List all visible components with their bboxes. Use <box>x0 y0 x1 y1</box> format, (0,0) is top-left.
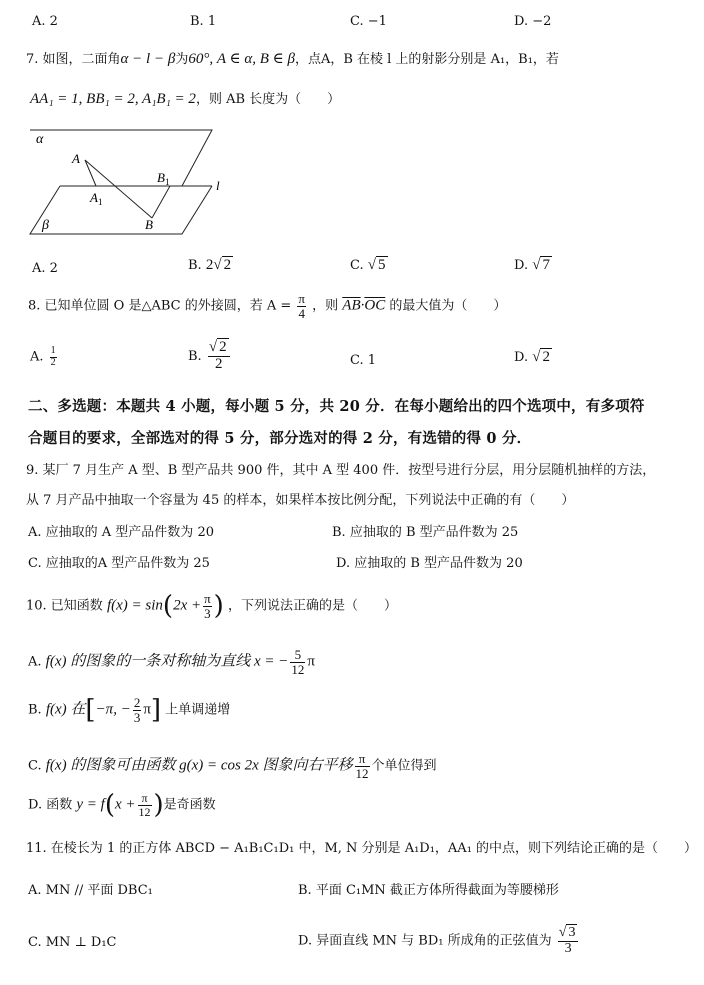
q7-stem-line2 <box>30 92 340 107</box>
q9-option-d: D. 应抽取的 B 型产品件数为 20 <box>336 556 523 571</box>
q11-stem: 11. 在棱长为 1 的正方体 ABCD − A₁B₁C₁D₁ 中，M, N 分别是 A₁D₁，AA₁ 的中点，则下列结论正确的是（ ） <box>26 841 698 856</box>
figure-l-label: l <box>216 178 220 193</box>
q7-option-a: A. 2 <box>32 261 58 276</box>
figure-beta-label: β <box>42 218 49 233</box>
q7-option-c: C. √ 5 <box>350 257 386 273</box>
q7-stem-line1 <box>26 52 559 67</box>
figure-point-b1-label: $B_1$ <box>157 170 170 187</box>
q11-option-a: A. MN // 平面 DBC₁ <box>28 883 153 898</box>
figure-alpha-label: α <box>36 132 44 147</box>
section2-heading-line1: 二、多选题：本题共 4 小题，每小题 5 分，共 20 分．在每小题给出的四个选项中，有多项符 <box>28 398 645 415</box>
q7-stem-rest: ，点A，B 在棱 l 上的射影分别是 A₁，B₁，若 <box>294 52 559 67</box>
q11-option-b: B. 平面 C₁MN 截正方体所得截面为等腰梯形 <box>298 883 559 898</box>
q10-option-a: A. f(x) 的图象的一条对称轴为直线 x = − $\frac{5}{12}$ π <box>28 647 315 677</box>
q10-function: f(x) = sin <box>106 597 163 614</box>
q9-stem-line2: 从 7 月产品中抽取一个容量为 45 的样本，如果样本按比例分配，下列说法中正确的有（ ） <box>26 493 575 508</box>
q6-option-a: A. 2 <box>32 14 58 29</box>
q8-vector-ab: $\overline{AB}$ <box>342 297 361 314</box>
q7-stem2-rest: ，则 AB 长度为（ ） <box>195 92 341 107</box>
q9-option-a: A. 应抽取的 A 型产品件数为 20 <box>28 525 214 540</box>
figure-point-b-label: B <box>145 217 153 232</box>
q7-option-b: B. 2√ 2 <box>188 257 232 273</box>
q7-stem-prefix: 7. 如图，二面角 <box>26 52 121 67</box>
q6-option-b: B. 1 <box>190 14 217 29</box>
q8-option-c: C. 1 <box>350 353 377 368</box>
q8-angle-fraction: $\frac{\pi}{4}$ <box>298 291 305 321</box>
q7-dihedral: α − l − β <box>120 51 176 67</box>
q10-option-b: B. f(x) 在[−π, − $\frac{2}{3}$ π] 上单调递增 <box>28 695 231 726</box>
q7-angle: 60°, A ∈ α, B ∈ β <box>188 51 295 67</box>
q6-option-c: C. −1 <box>350 14 387 29</box>
q10-option-d: D. 函数 y = f(x + $\frac{\pi}{12}$ )是奇函数 <box>28 790 216 821</box>
q8-option-a: A. $\frac{1}{2}$ <box>30 345 56 368</box>
q10-stem: 10. 已知函数 f(x) = sin(2x + $\frac{\pi}{3}$ ) ，下列说法正确的是（ ） <box>26 591 397 622</box>
q7-option-d: D. √ 7 <box>514 257 550 273</box>
q9-stem-line1: 9. 某厂 7 月生产 A 型、B 型产品共 900 件，其中 A 型 400 件．按型号进行分层，用分层随机抽样的方法， <box>26 463 656 478</box>
figure-point-a1-label: $A_1$ <box>90 190 103 207</box>
q11-option-d: D. 异面直线 MN 与 BD₁ 所成角的正弦值为 $\frac{√ 3}{3}$ <box>298 926 580 956</box>
section2-heading-line2: 合题目的要求，全部选对的得 5 分，部分选对的得 2 分，有选错的得 0 分． <box>28 430 532 447</box>
q9-option-c: C. 应抽取的A 型产品件数为 25 <box>28 556 210 571</box>
q8-vector-oc: $\overline{OC}$ <box>364 297 386 314</box>
q9-option-b: B. 应抽取的 B 型产品件数为 25 <box>332 525 519 540</box>
q7-dihedral-figure <box>26 128 226 238</box>
q7-given-lengths: AA₁ = 1, BB₁ = 2, A₁B₁ = 2 <box>30 91 196 107</box>
q10-option-c: C. f(x) 的图象可由函数 g(x) = cos 2x 图象向右平移 $\frac{\pi}{12}$ 个单位得到 <box>28 751 437 781</box>
figure-point-a-label: A <box>72 151 80 166</box>
q8-option-d: D. √ 2 <box>514 349 550 365</box>
q8-option-b: B. $\frac{√ 2}{2}$ <box>188 340 232 373</box>
q6-option-d: D. −2 <box>514 14 552 29</box>
q11-option-c: C. MN ⊥ D₁C <box>28 935 117 950</box>
q8-stem: 8. 已知单位圆 O 是△ABC 的外接圆，若 A = $\frac{\pi}{4}$ ，则 $\overline{AB}\cdot\overline{OC}$ 的最大值为（ ） <box>28 291 507 321</box>
q7-stem-mid: 为 <box>175 52 189 67</box>
